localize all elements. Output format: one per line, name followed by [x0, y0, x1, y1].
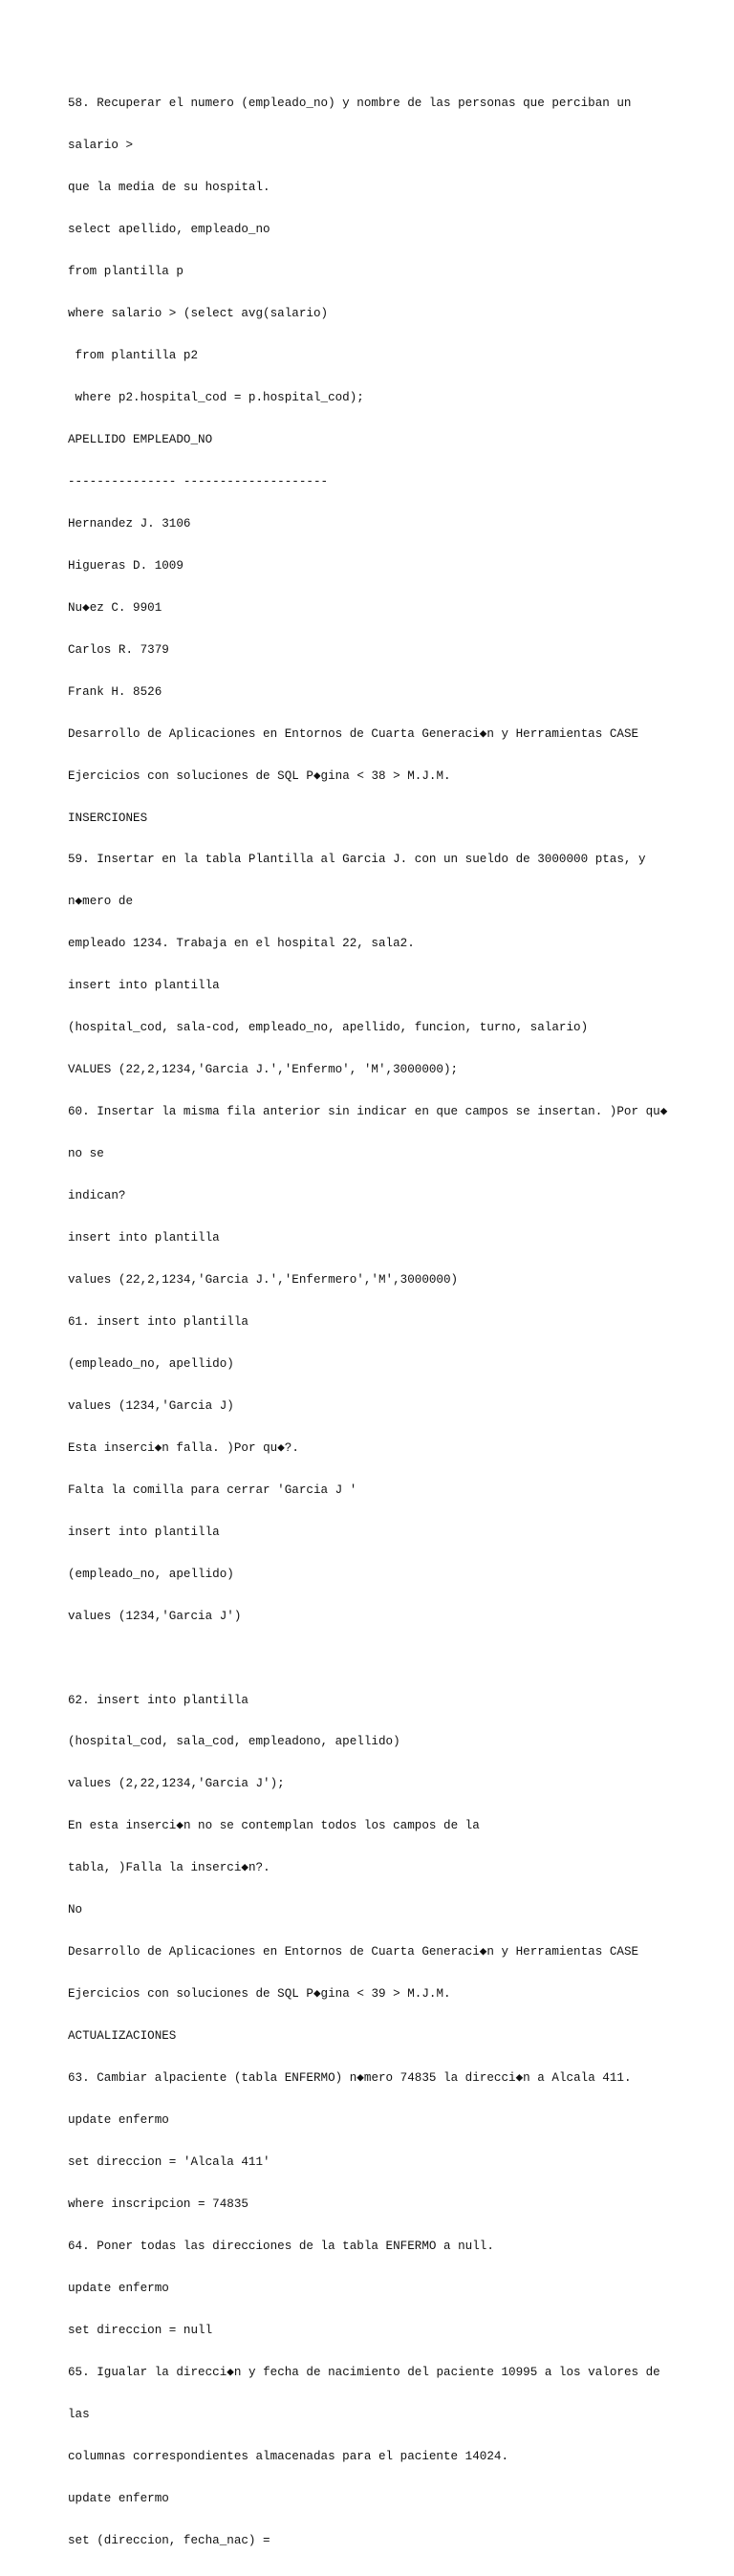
text-line: (hospital_cod, sala-cod, empleado_no, apellido, funcion, turno, salario)	[68, 1021, 589, 1035]
text-line: values (1234,'Garcia J')	[68, 1609, 242, 1623]
text-line: No	[68, 1903, 83, 1917]
text-line: select apellido, empleado_no	[68, 223, 270, 237]
text-line: APELLIDO EMPLEADO_NO	[68, 432, 213, 446]
text-line: n◆mero de	[68, 895, 134, 909]
text-line: --------------- --------------------	[68, 474, 329, 488]
text-line: Frank H. 8526	[68, 684, 162, 699]
blank-line	[68, 1652, 718, 1666]
text-line: VALUES (22,2,1234,'Garcia J.','Enfermo', 'M',3000000);	[68, 1063, 459, 1077]
text-line: Falta la comilla para cerrar 'Garcia J '	[68, 1483, 357, 1497]
text-line: INSERCIONES	[68, 811, 148, 825]
text-line: indican?	[68, 1189, 126, 1203]
text-line: insert into plantilla	[68, 979, 220, 993]
text-line: columnas correspondientes almacenadas para el paciente 14024.	[68, 2449, 509, 2463]
text-line: where inscripcion = 74835	[68, 2197, 248, 2211]
text-line: Hernandez J. 3106	[68, 516, 191, 530]
text-line: (empleado_no, apellido)	[68, 1356, 234, 1371]
text-line: 60. Insertar la misma fila anterior sin indicar en que campos se insertan. )Por qu◆	[68, 1105, 668, 1119]
text-line: (empleado_no, apellido)	[68, 1567, 234, 1581]
text-line: from plantilla p2	[68, 349, 199, 363]
text-line: 64. Poner todas las direcciones de la tabla ENFERMO a null.	[68, 2239, 494, 2253]
text-line: values (1234,'Garcia J)	[68, 1398, 234, 1413]
text-line: values (2,22,1234,'Garcia J');	[68, 1777, 285, 1791]
text-line: 59. Insertar en la tabla Plantilla al Garcia J. con un sueldo de 3000000 ptas, y	[68, 853, 646, 867]
text-line: salario >	[68, 139, 134, 153]
text-line: insert into plantilla	[68, 1525, 220, 1539]
text-line: Carlos R. 7379	[68, 642, 169, 657]
text-line: 58. Recuperar el numero (empleado_no) y nombre de las personas que perciban un	[68, 97, 632, 111]
text-line: no se	[68, 1147, 104, 1161]
text-line: que la media de su hospital.	[68, 181, 270, 195]
text-line: 61. insert into plantilla	[68, 1314, 248, 1329]
text-line: tabla, )Falla la inserci◆n?.	[68, 1861, 270, 1875]
text-line: Desarrollo de Aplicaciones en Entornos de Cuarta Generaci◆n y Herramientas CASE	[68, 1945, 639, 1959]
text-line: En esta inserci◆n no se contemplan todos los campos de la	[68, 1819, 480, 1833]
text-line: update enfermo	[68, 2281, 169, 2295]
text-line: where salario > (select avg(salario)	[68, 307, 329, 321]
text-line: 63. Cambiar alpaciente (tabla ENFERMO) n◆mero 74835 la direcci◆n a Alcala 411.	[68, 2071, 632, 2086]
text-line: insert into plantilla	[68, 1231, 220, 1245]
text-line: 65. Igualar la direcci◆n y fecha de nacimiento del paciente 10995 a los valores de	[68, 2365, 660, 2379]
text-line: empleado 1234. Trabaja en el hospital 22, sala2.	[68, 937, 415, 951]
document-text	[68, 69, 718, 2576]
text-line: (hospital_cod, sala_cod, empleadono, apellido)	[68, 1735, 400, 1749]
text-line: update enfermo	[68, 2113, 169, 2128]
text-line: Ejercicios con soluciones de SQL P◆gina < 38 > M.J.M.	[68, 768, 451, 783]
text-line: update enfermo	[68, 2491, 169, 2505]
text-line: set direccion = null	[68, 2323, 213, 2337]
text-line: 62. insert into plantilla	[68, 1693, 248, 1707]
text-line: Esta inserci◆n falla. )Por qu◆?.	[68, 1440, 299, 1455]
text-line: las	[68, 2407, 90, 2421]
text-line: ACTUALIZACIONES	[68, 2029, 177, 2044]
text-line: where p2.hospital_cod = p.hospital_cod);	[68, 390, 364, 404]
text-line: set (direccion, fecha_nac) =	[68, 2533, 270, 2547]
text-line: Nu◆ez C. 9901	[68, 600, 162, 615]
text-line: values (22,2,1234,'Garcia J.','Enfermero','M',3000000)	[68, 1273, 459, 1287]
text-line: Desarrollo de Aplicaciones en Entornos de Cuarta Generaci◆n y Herramientas CASE	[68, 726, 639, 741]
text-line: Higueras D. 1009	[68, 558, 184, 573]
text-line: set direccion = 'Alcala 411'	[68, 2155, 270, 2170]
text-line: from plantilla p	[68, 265, 184, 279]
text-line: Ejercicios con soluciones de SQL P◆gina < 39 > M.J.M.	[68, 1987, 451, 2002]
